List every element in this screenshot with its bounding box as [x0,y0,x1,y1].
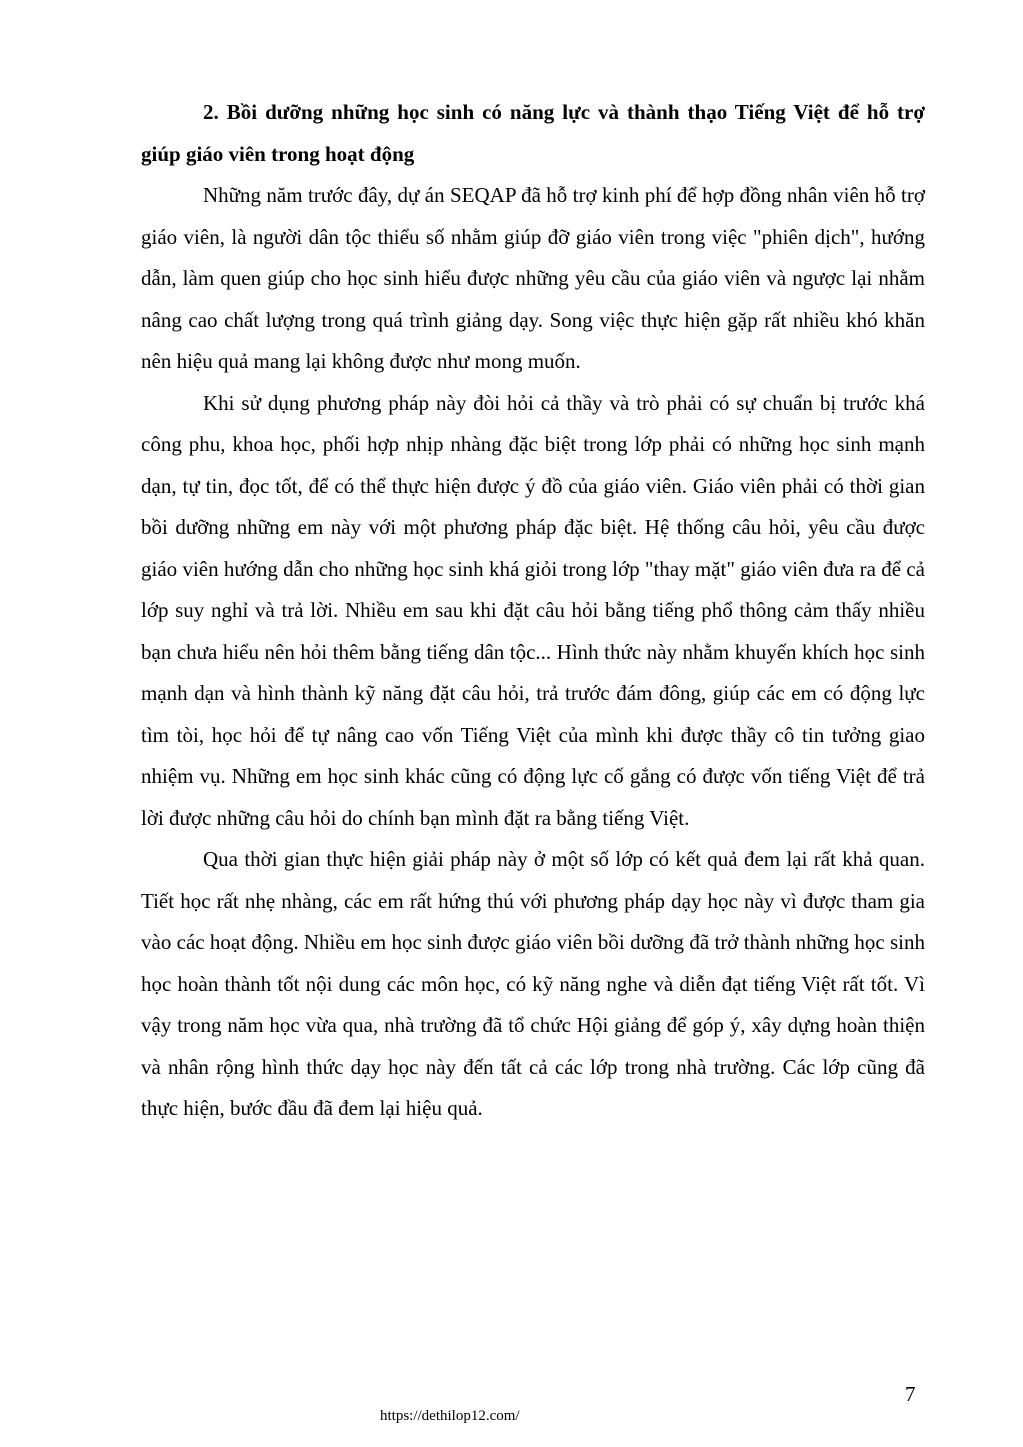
paragraph-1: Những năm trước đây, dự án SEQAP đã hỗ trợ kinh phí để hợp đồng nhân viên hỗ trợ giáo viên, là người dân tộc thiểu số nhằm giúp đỡ giáo viên trong việc "phiên dịch", hướng dẫn, làm quen giúp cho học sinh hiểu được những yêu cầu của giáo viên và ngược lại nhằm nâng cao chất lượng trong quá trình giảng dạy. Song việc thực hiện gặp rất nhiều khó khăn nên hiệu quả mang lại không được như mong muốn. [141,183,925,373]
page-number: 7 [905,1382,916,1406]
paragraph-2: Khi sử dụng phương pháp này đòi hỏi cả thầy và trò phải có sự chuẩn bị trước khá công phu, khoa học, phối hợp nhịp nhàng đặc biệt trong lớp phải có những học sinh mạnh dạn, tự tin, đọc tốt, để có thể thực hiện được ý đồ của giáo viên. Giáo viên phải có thời gian bồi dưỡng những em này với một phương pháp đặc biệt. Hệ thống câu hỏi, yêu cầu được giáo viên hướng dẫn cho những học sinh khá giỏi trong lớp "thay mặt" giáo viên đưa ra để cả lớp suy nghỉ và trả lời. Nhiều em sau khi đặt câu hỏi bằng tiếng phổ thông cảm thấy nhiều bạn chưa hiểu nên hỏi thêm bằng tiếng dân tộc... Hình thức này nhằm khuyến khích học sinh mạnh dạn và hình thành kỹ năng đặt câu hỏi, trả trước đám đông, giúp các em có động lực tìm tòi, học hỏi để tự nâng cao vốn Tiếng Việt của mình khi được thầy cô tin tưởng giao nhiệm vụ. Những em học sinh khác cũng có động lực cố gắng có được vốn tiếng Việt để trả lời được những câu hỏi do chính bạn mình đặt ra bằng tiếng Việt. [141,390,925,830]
paragraph-3: Qua thời gian thực hiện giải pháp này ở một số lớp có kết quả đem lại rất khả quan. Tiết học rất nhẹ nhàng, các em rất hứng thú với phương pháp dạy học này vì được tham gia vào các hoạt động. Nhiều em học sinh được giáo viên bồi dưỡng đã trở thành những học sinh học hoàn thành tốt nội dung các môn học, có kỹ năng nghe và diễn đạt tiếng Việt rất tốt. Vì vậy trong năm học vừa qua, nhà trường đã tổ chức Hội giảng để góp ý, xây dựng hoàn thiện và nhân rộng hình thức dạy học này đến tất cả các lớp trong nhà trường. Các lớp cũng đã thực hiện, bước đầu đã đem lại hiệu quả. [141,847,925,1120]
footer-url: https://dethilop12.com/ [380,1408,520,1424]
document-body [141,92,925,1130]
section-heading: 2. Bồi dưỡng những học sinh có năng lực và thành thạo Tiếng Việt để hỗ trợ giúp giáo viên trong hoạt động [141,100,925,166]
